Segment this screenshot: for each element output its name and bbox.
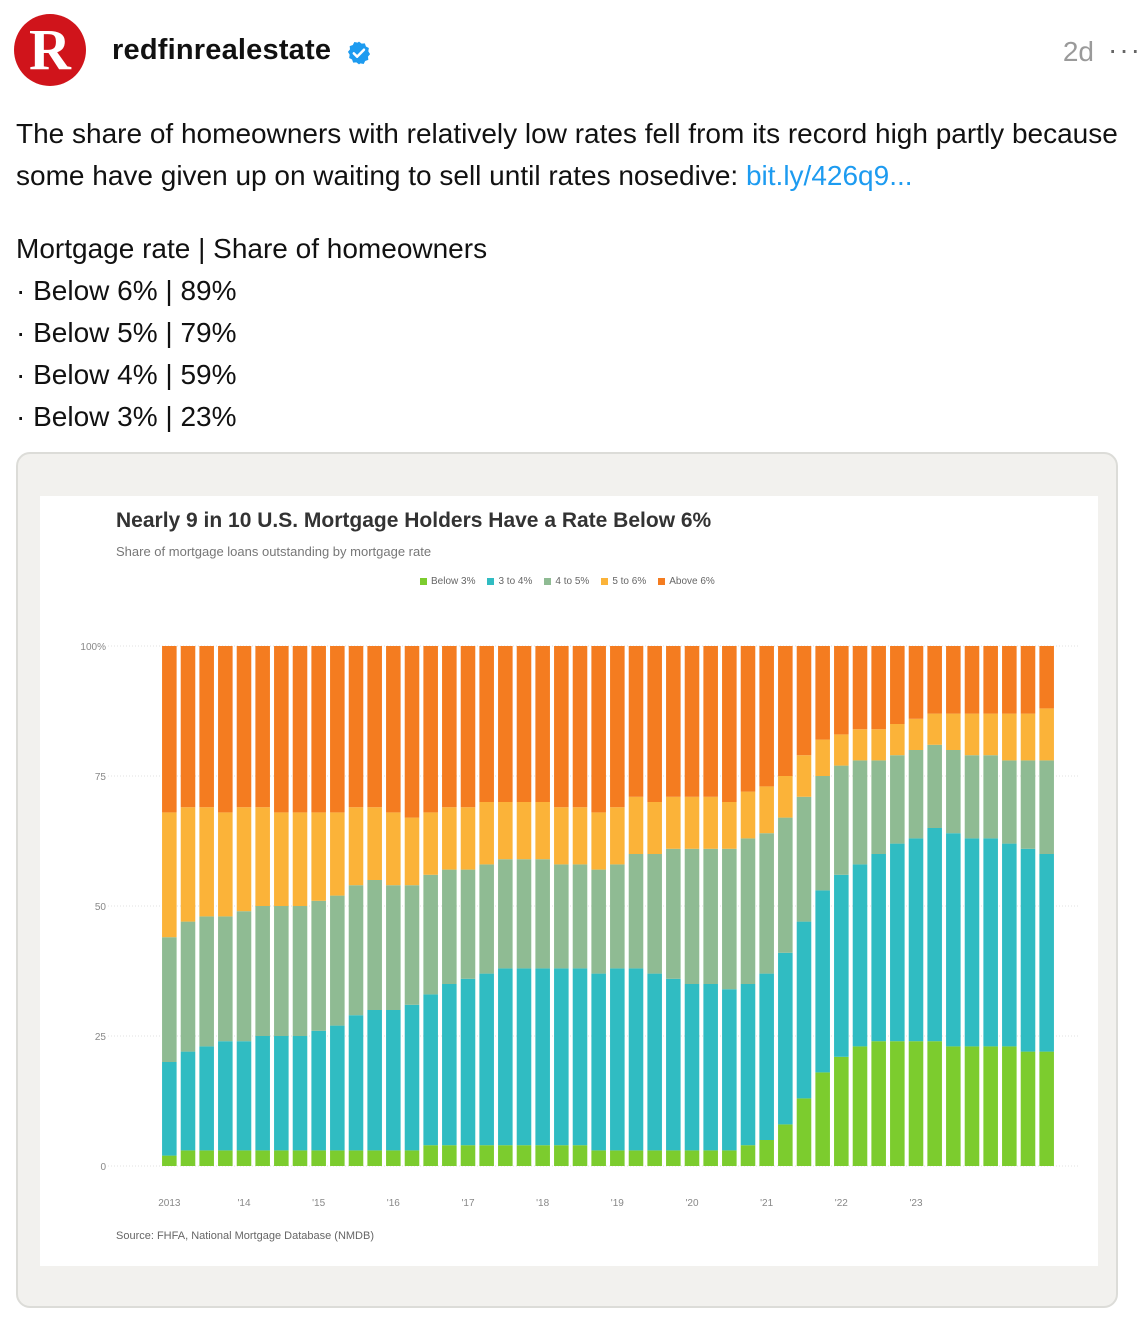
- bar-segment: [535, 1145, 550, 1166]
- bar-segment: [479, 646, 494, 802]
- bar-segment: [834, 734, 849, 765]
- bar-segment: [535, 646, 550, 802]
- bar-segment: [1021, 714, 1036, 761]
- bar-segment: [629, 797, 644, 854]
- bar-segment: [965, 646, 980, 714]
- bar-segment: [703, 646, 718, 797]
- post-list: [16, 228, 487, 438]
- bar-segment: [1039, 646, 1054, 708]
- chart-subtitle: Share of mortgage loans outstanding by mortgage rate: [116, 544, 432, 559]
- bar-segment: [181, 646, 196, 807]
- bar-segment: [554, 807, 569, 864]
- y-tick-label: 25: [94, 1032, 106, 1043]
- bar-segment: [386, 812, 401, 885]
- bar-segment: [722, 1150, 737, 1166]
- bar-segment: [255, 906, 270, 1036]
- bar-segment: [871, 854, 886, 1041]
- bar-segment: [1021, 646, 1036, 714]
- bar-segment: [741, 792, 756, 839]
- bar-segment: [573, 646, 588, 807]
- chart-title: Nearly 9 in 10 U.S. Mortgage Holders Have a Rate Below 6%: [116, 509, 712, 532]
- bar-segment: [1002, 646, 1017, 714]
- bar-segment: [199, 646, 214, 807]
- list-item: · Below 4% | 59%: [16, 359, 237, 390]
- x-tick-label: '22: [834, 1198, 848, 1209]
- bar-segment: [591, 812, 606, 869]
- bar-segment: [386, 646, 401, 812]
- bar-segment: [778, 818, 793, 953]
- verified-badge-icon: [346, 40, 372, 66]
- bar-segment: [554, 968, 569, 1145]
- bar-segment: [797, 1098, 812, 1166]
- bar-segment: [759, 646, 774, 786]
- bar-segment: [778, 953, 793, 1125]
- bar-segment: [927, 714, 942, 745]
- bar-segment: [853, 729, 868, 760]
- bar-segment: [610, 1150, 625, 1166]
- bar-segment: [1021, 760, 1036, 848]
- bar-segment: [423, 875, 438, 995]
- bar-segment: [666, 979, 681, 1151]
- bar-segment: [834, 1057, 849, 1166]
- bar-segment: [330, 1026, 345, 1151]
- bar-segment: [442, 870, 457, 984]
- list-header: Mortgage rate | Share of homeowners: [16, 233, 488, 264]
- bar-segment: [311, 812, 326, 900]
- bar-segment: [647, 646, 662, 802]
- bar-segment: [293, 1036, 308, 1150]
- bar-segment: [181, 1150, 196, 1166]
- bar-segment: [647, 854, 662, 974]
- bar-segment: [274, 906, 289, 1036]
- bar-segment: [815, 646, 830, 740]
- bar-segment: [797, 922, 812, 1099]
- x-tick-label: '19: [610, 1198, 624, 1209]
- bar-segment: [647, 802, 662, 854]
- bar-segment: [703, 984, 718, 1150]
- bar-segment: [498, 968, 513, 1145]
- bar-segment: [274, 1036, 289, 1150]
- y-tick-label: 100%: [80, 642, 106, 653]
- bar-segment: [181, 922, 196, 1052]
- bar-segment: [255, 1036, 270, 1150]
- bar-segment: [199, 1150, 214, 1166]
- bar-segment: [591, 870, 606, 974]
- bar-segment: [610, 864, 625, 968]
- post-header: [14, 14, 1142, 88]
- bar-segment: [1039, 708, 1054, 760]
- x-tick-label: '18: [536, 1198, 550, 1209]
- bar-segment: [610, 968, 625, 1150]
- bar-segment: [927, 828, 942, 1041]
- bar-segment: [367, 1010, 382, 1150]
- bar-segment: [629, 968, 644, 1150]
- bar-segment: [1002, 1046, 1017, 1166]
- more-options-icon[interactable]: ···: [1108, 34, 1142, 65]
- bar-segment: [778, 1124, 793, 1166]
- x-tick-label: '20: [685, 1198, 699, 1209]
- bar-segment: [218, 1041, 233, 1150]
- bar-segment: [1021, 849, 1036, 1052]
- bar-segment: [423, 812, 438, 874]
- bar-segment: [890, 724, 905, 755]
- bar-segment: [218, 916, 233, 1041]
- bar-segment: [181, 807, 196, 921]
- bar-segment: [965, 1046, 980, 1166]
- bar-segment: [722, 989, 737, 1150]
- bar-segment: [759, 833, 774, 973]
- bar-segment: [666, 797, 681, 849]
- bar-segment: [386, 885, 401, 1010]
- bar-segment: [479, 802, 494, 864]
- bar-segment: [367, 807, 382, 880]
- bar-segment: [218, 646, 233, 812]
- bar-segment: [479, 864, 494, 973]
- bar-segment: [871, 760, 886, 854]
- bar-segment: [311, 901, 326, 1031]
- bar-segment: [853, 760, 868, 864]
- x-tick-label: 2013: [158, 1198, 181, 1209]
- bar-segment: [423, 994, 438, 1145]
- bar-segment: [927, 646, 942, 714]
- bar-segment: [722, 849, 737, 989]
- stacked-bar-plot: [40, 496, 1098, 1266]
- bar-segment: [349, 1015, 364, 1150]
- bar-segment: [909, 838, 924, 1041]
- bar-segment: [311, 1150, 326, 1166]
- bar-segment: [909, 719, 924, 750]
- bar-segment: [703, 1150, 718, 1166]
- bar-segment: [815, 740, 830, 776]
- bar-segment: [1039, 1052, 1054, 1166]
- bar-segment: [535, 802, 550, 859]
- bar-segment: [573, 968, 588, 1145]
- bar-segment: [349, 885, 364, 1015]
- bar-segment: [871, 646, 886, 729]
- bar-segment: [983, 646, 998, 714]
- bar-segment: [442, 1145, 457, 1166]
- bar-segment: [386, 1150, 401, 1166]
- bar-segment: [405, 1150, 420, 1166]
- bar-segment: [498, 646, 513, 802]
- y-tick-label: 50: [94, 902, 106, 913]
- bar-segment: [853, 1046, 868, 1166]
- bar-segment: [685, 797, 700, 849]
- bar-segment: [162, 812, 177, 937]
- bar-segment: [293, 906, 308, 1036]
- bar-segment: [797, 755, 812, 797]
- bar-segment: [591, 646, 606, 812]
- bar-segment: [293, 646, 308, 812]
- bar-segment: [965, 755, 980, 838]
- bar-segment: [554, 1145, 569, 1166]
- bar-segment: [255, 1150, 270, 1166]
- bar-segment: [274, 1150, 289, 1166]
- bar-segment: [535, 859, 550, 968]
- bar-segment: [666, 849, 681, 979]
- bar-segment: [311, 1031, 326, 1151]
- bar-segment: [162, 646, 177, 812]
- post-image-card[interactable]: [16, 452, 1118, 1308]
- bar-segment: [311, 646, 326, 812]
- bar-segment: [815, 1072, 830, 1166]
- bar-segment: [629, 854, 644, 968]
- bar-segment: [237, 807, 252, 911]
- bar-segment: [405, 1005, 420, 1151]
- bar-segment: [629, 646, 644, 797]
- bar-segment: [815, 890, 830, 1072]
- bar-segment: [685, 646, 700, 797]
- bar-segment: [685, 849, 700, 984]
- list-item: · Below 5% | 79%: [16, 317, 237, 348]
- bar-segment: [909, 646, 924, 719]
- avatar[interactable]: R: [14, 14, 86, 86]
- bar-segment: [759, 974, 774, 1140]
- bar-segment: [778, 646, 793, 776]
- bar-segment: [853, 864, 868, 1046]
- bar-segment: [983, 755, 998, 838]
- bar-segment: [741, 646, 756, 792]
- bar-segment: [255, 646, 270, 807]
- bar-segment: [293, 812, 308, 906]
- x-tick-label: '17: [461, 1198, 475, 1209]
- bar-segment: [461, 979, 476, 1145]
- x-tick-label: '15: [312, 1198, 326, 1209]
- bar-segment: [610, 646, 625, 807]
- bar-segment: [162, 937, 177, 1062]
- y-tick-label: 75: [94, 772, 106, 783]
- bar-segment: [498, 859, 513, 968]
- bar-segment: [909, 750, 924, 838]
- list-item: · Below 3% | 23%: [16, 401, 237, 432]
- legend-item: Above 6%: [658, 576, 715, 587]
- bar-segment: [722, 802, 737, 849]
- bar-segment: [517, 968, 532, 1145]
- bar-segment: [293, 1150, 308, 1166]
- bar-segment: [181, 1052, 196, 1151]
- bar-segment: [162, 1156, 177, 1166]
- bar-segment: [367, 880, 382, 1010]
- bar-segment: [591, 974, 606, 1151]
- x-tick-label: '21: [760, 1198, 774, 1209]
- bar-segment: [535, 968, 550, 1145]
- legend-item: 3 to 4%: [487, 576, 532, 587]
- bar-segment: [927, 745, 942, 828]
- bar-segment: [405, 885, 420, 1005]
- bar-segment: [274, 812, 289, 906]
- bar-segment: [461, 870, 476, 979]
- bar-segment: [498, 802, 513, 859]
- bar-segment: [442, 807, 457, 869]
- bar-segment: [1002, 714, 1017, 761]
- bar-segment: [237, 911, 252, 1041]
- bar-segment: [983, 1046, 998, 1166]
- bar-segment: [871, 729, 886, 760]
- bar-segment: [927, 1041, 942, 1166]
- bar-segment: [666, 646, 681, 797]
- bar-segment: [983, 838, 998, 1046]
- bar-segment: [274, 646, 289, 812]
- bar-segment: [199, 1046, 214, 1150]
- username[interactable]: redfinrealestate: [112, 34, 332, 66]
- post-timestamp: 2d: [1062, 36, 1094, 67]
- bar-segment: [237, 1041, 252, 1150]
- bar-segment: [983, 714, 998, 756]
- bar-segment: [330, 1150, 345, 1166]
- bar-segment: [330, 896, 345, 1026]
- bar-segment: [255, 807, 270, 906]
- bar-segment: [554, 646, 569, 807]
- chart-source: Source: FHFA, National Mortgage Database (NMDB): [116, 1230, 374, 1242]
- bar-segment: [479, 974, 494, 1146]
- bar-segment: [517, 1145, 532, 1166]
- chart-image: [40, 496, 1098, 1266]
- legend-item: 4 to 5%: [544, 576, 589, 587]
- bar-segment: [442, 984, 457, 1145]
- bar-segment: [573, 864, 588, 968]
- bar-segment: [797, 797, 812, 922]
- bar-segment: [1021, 1052, 1036, 1166]
- bar-segment: [1039, 760, 1054, 854]
- bar-segment: [386, 1010, 401, 1150]
- bar-segment: [218, 1150, 233, 1166]
- bar-segment: [199, 916, 214, 1046]
- bar-segment: [741, 1145, 756, 1166]
- bar-segment: [349, 1150, 364, 1166]
- bar-segment: [778, 776, 793, 818]
- bar-segment: [610, 807, 625, 864]
- bar-segment: [517, 646, 532, 802]
- bar-segment: [946, 714, 961, 750]
- bar-segment: [349, 646, 364, 807]
- bar-segment: [517, 859, 532, 968]
- bar-segment: [685, 984, 700, 1150]
- bar-segment: [759, 1140, 774, 1166]
- bar-segment: [218, 812, 233, 916]
- bar-segment: [591, 1150, 606, 1166]
- bar-segment: [647, 974, 662, 1151]
- bar-segment: [965, 714, 980, 756]
- bar-segment: [890, 1041, 905, 1166]
- bar-segment: [330, 812, 345, 895]
- y-tick-label: 0: [100, 1162, 106, 1173]
- bar-segment: [834, 766, 849, 875]
- bar-segment: [461, 807, 476, 869]
- bar-segment: [834, 875, 849, 1057]
- bar-segment: [461, 1145, 476, 1166]
- bar-segment: [722, 646, 737, 802]
- legend-item: 5 to 6%: [601, 576, 646, 587]
- bar-segment: [442, 646, 457, 807]
- bar-segment: [815, 776, 830, 890]
- bar-segment: [890, 844, 905, 1042]
- bar-segment: [871, 1041, 886, 1166]
- bar-segment: [741, 838, 756, 984]
- bar-segment: [423, 1145, 438, 1166]
- bar-segment: [890, 755, 905, 843]
- bar-segment: [647, 1150, 662, 1166]
- bar-segment: [405, 818, 420, 886]
- bar-segment: [797, 646, 812, 755]
- bar-segment: [946, 646, 961, 714]
- bar-segment: [330, 646, 345, 812]
- x-tick-label: '14: [237, 1198, 251, 1209]
- bar-segment: [237, 646, 252, 807]
- list-item: · Below 6% | 89%: [16, 275, 237, 306]
- bar-segment: [1039, 854, 1054, 1052]
- x-tick-label: '23: [909, 1198, 923, 1209]
- post-text: The share of homeowners with relatively low rates fell from its record high partly because some have given up on waiting to sell until rates nosedive:: [16, 118, 1118, 191]
- bar-segment: [909, 1041, 924, 1166]
- bar-segment: [573, 1145, 588, 1166]
- bar-segment: [237, 1150, 252, 1166]
- bar-segment: [703, 849, 718, 984]
- bar-segment: [199, 807, 214, 916]
- bar-segment: [479, 1145, 494, 1166]
- bar-segment: [367, 646, 382, 807]
- bar-segment: [1002, 760, 1017, 843]
- bar-segment: [554, 864, 569, 968]
- bar-segment: [666, 1150, 681, 1166]
- bar-segment: [629, 1150, 644, 1166]
- bar-segment: [461, 646, 476, 807]
- post-link[interactable]: bit.ly/426q9...: [745, 160, 913, 191]
- x-tick-label: '16: [386, 1198, 400, 1209]
- bar-segment: [890, 646, 905, 724]
- bar-segment: [573, 807, 588, 864]
- bar-segment: [703, 797, 718, 849]
- bar-segment: [1002, 844, 1017, 1047]
- bar-segment: [946, 1046, 961, 1166]
- bar-segment: [965, 838, 980, 1046]
- bar-segment: [405, 646, 420, 818]
- post-body: [16, 113, 1126, 197]
- bar-segment: [759, 786, 774, 833]
- bar-segment: [498, 1145, 513, 1166]
- bar-segment: [946, 833, 961, 1046]
- bar-segment: [423, 646, 438, 812]
- bar-segment: [349, 807, 364, 885]
- bar-segment: [853, 646, 868, 729]
- bar-segment: [946, 750, 961, 833]
- legend-item: Below 3%: [420, 576, 475, 587]
- bar-segment: [162, 1062, 177, 1156]
- bar-segment: [517, 802, 532, 859]
- bar-segment: [367, 1150, 382, 1166]
- bar-segment: [685, 1150, 700, 1166]
- bar-segment: [741, 984, 756, 1145]
- bar-segment: [834, 646, 849, 734]
